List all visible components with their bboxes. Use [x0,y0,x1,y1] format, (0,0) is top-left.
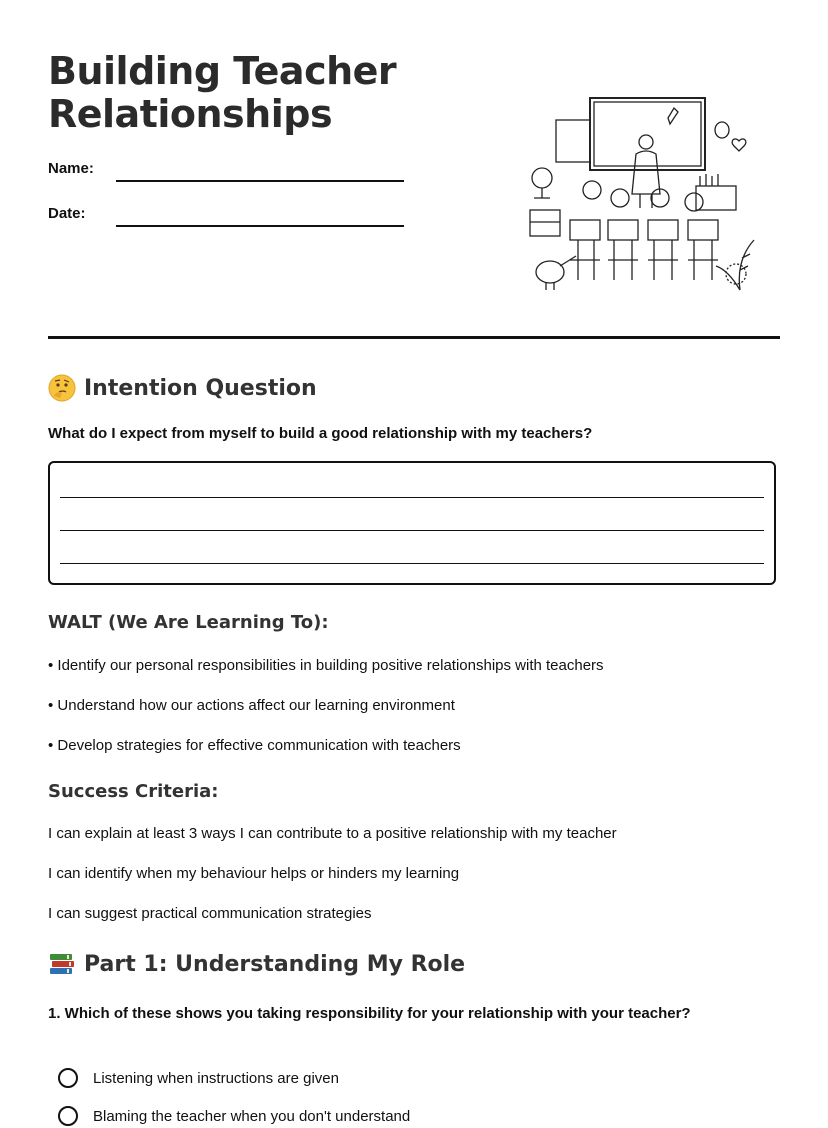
name-input-line[interactable] [116,180,404,182]
thinking-face-icon [48,374,76,402]
date-input-line[interactable] [116,225,404,227]
radio-button[interactable] [58,1106,78,1126]
page-title [48,50,468,136]
date-field[interactable] [48,205,408,235]
walt-item: • Develop strategies for effective communication with teachers [48,737,461,754]
answer-option-1[interactable] [58,1066,339,1090]
title-line-1: Building Teacher [48,49,397,93]
radio-button[interactable] [58,1068,78,1088]
walt-heading: WALT (We Are Learning To): [48,612,329,633]
date-label: Date: [48,205,86,222]
walt-item: • Understand how our actions affect our learning environment [48,697,455,714]
intention-heading-text: Intention Question [84,375,317,401]
header-divider [48,336,780,339]
answer-line[interactable] [60,563,764,564]
success-criteria-item: I can explain at least 3 ways I can contribute to a positive relationship with my teacher [48,825,617,842]
success-criteria-item: I can identify when my behaviour helps or hinders my learning [48,865,460,882]
success-criteria-heading: Success Criteria: [48,781,219,802]
classroom-illustration-icon [528,90,758,295]
part1-heading [48,950,465,978]
name-label: Name: [48,160,94,177]
part1-heading-text: Part 1: Understanding My Role [84,951,466,977]
intention-heading [48,374,317,402]
intention-answer-box[interactable] [48,461,776,585]
walt-item: • Identify our personal responsibilities in building positive relationships with teachers [48,657,604,674]
answer-line[interactable] [60,530,764,531]
option-label: Listening when instructions are given [93,1069,339,1087]
name-field[interactable] [48,160,408,190]
title-line-2: Relationships [48,92,333,136]
success-criteria-item: I can suggest practical communication strategies [48,905,372,922]
answer-option-2[interactable] [58,1104,410,1128]
books-icon [48,950,76,978]
intention-question: What do I expect from myself to build a good relationship with my teachers? [48,425,593,442]
answer-line[interactable] [60,497,764,498]
part1-question-1: 1. Which of these shows you taking responsibility for your relationship with your teacher? [48,1005,691,1022]
option-label: Blaming the teacher when you don't understand [93,1107,411,1125]
